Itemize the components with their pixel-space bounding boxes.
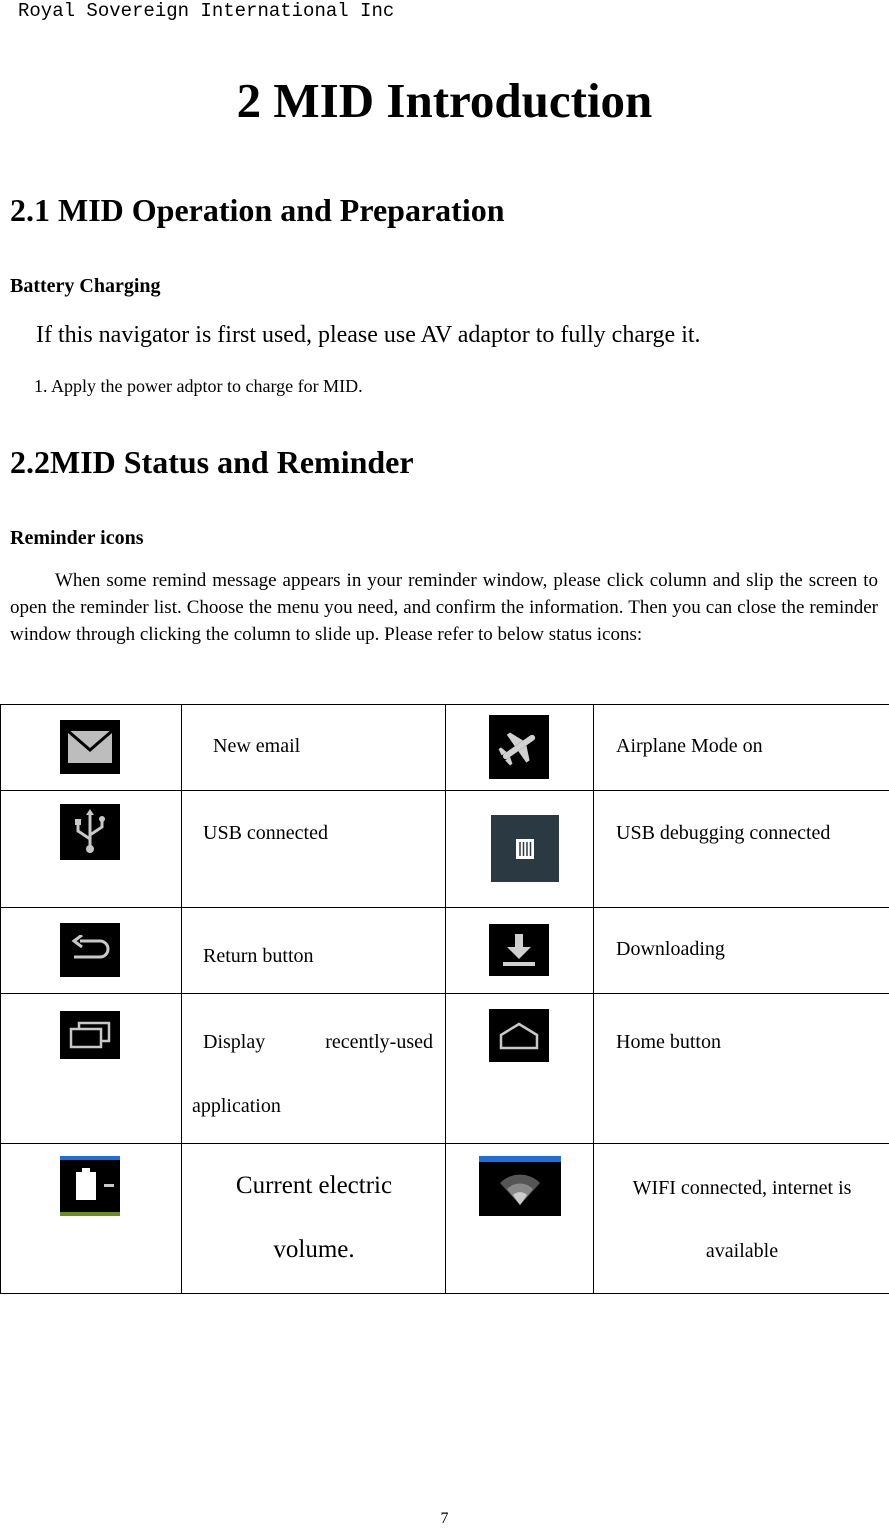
home-button-label: Home button — [616, 1031, 721, 1054]
usb-debugging-icon — [491, 815, 559, 882]
battery-icon — [60, 1156, 120, 1216]
new-email-label: New email — [213, 735, 300, 758]
table-row — [1, 705, 889, 791]
status-icons-table — [0, 704, 889, 1294]
section-heading-2-1: 2.1 MID Operation and Preparation — [10, 192, 505, 229]
charging-instruction: If this navigator is first used, please use AV adaptor to fully charge it. — [36, 322, 701, 349]
battery-label-1: Current electric — [182, 1172, 446, 1200]
reminder-paragraph: When some remind message appears in your reminder window, please click column and slip the screen to open the reminder list. Choose the menu you need, and confirm the information. Then you can close the reminder window through clicking the column to slide up. Please refer to below status icons: — [10, 567, 878, 648]
return-button-label: Return button — [203, 945, 314, 968]
table-row — [1, 908, 889, 994]
section-heading-2-2: 2.2MID Status and Reminder — [10, 444, 414, 481]
table-row — [1, 1144, 889, 1294]
wifi-label-2: available — [594, 1240, 889, 1263]
battery-label-2: volume. — [182, 1236, 446, 1264]
airplane-icon — [489, 715, 549, 779]
recent-apps-label-1: Display — [203, 1031, 265, 1054]
wifi-label-1: WIFI connected, internet is — [594, 1177, 889, 1200]
subheading-battery-charging: Battery Charging — [10, 275, 161, 298]
email-icon — [60, 720, 120, 774]
wifi-icon — [479, 1156, 561, 1216]
download-icon — [489, 924, 549, 976]
usb-debugging-label: USB debugging connected — [616, 822, 830, 845]
recent-apps-label-3: application — [192, 1095, 281, 1118]
recent-apps-label-2: recently-used — [325, 1031, 433, 1054]
downloading-label: Downloading — [616, 938, 725, 961]
usb-icon — [60, 804, 120, 860]
recent-apps-icon — [60, 1011, 120, 1059]
airplane-mode-label: Airplane Mode on — [616, 735, 763, 758]
subheading-reminder-icons: Reminder icons — [10, 527, 144, 550]
page-title: 2 MID Introduction — [0, 72, 889, 129]
return-icon — [60, 923, 120, 977]
page-number: 7 — [0, 1510, 889, 1528]
home-icon — [489, 1009, 549, 1062]
running-header: Royal Sovereign International Inc — [18, 0, 394, 22]
table-row — [1, 994, 889, 1144]
table-row — [1, 791, 889, 908]
usb-connected-label: USB connected — [203, 822, 328, 845]
charging-step-1: 1. Apply the power adptor to charge for MID. — [34, 376, 363, 397]
